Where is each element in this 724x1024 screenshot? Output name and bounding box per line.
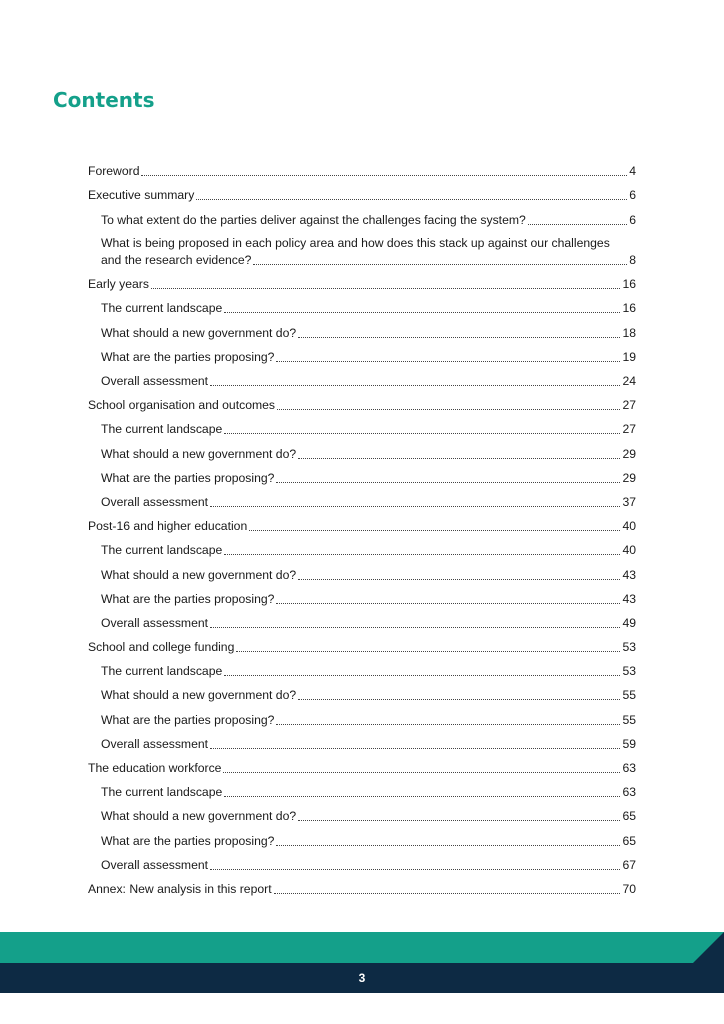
toc-entry-title: Foreword <box>88 164 140 179</box>
toc-entry-page: 43 <box>622 591 636 606</box>
toc-entry[interactable] <box>88 656 636 680</box>
toc-entry-page: 29 <box>622 446 636 461</box>
toc-entry-title: What are the parties proposing? <box>101 712 275 727</box>
toc-entry-page: 67 <box>622 857 636 872</box>
footer-corner-shape <box>664 932 724 964</box>
toc-entry[interactable] <box>88 438 636 462</box>
toc-entry-page: 53 <box>622 640 636 655</box>
toc-entry-title: What should a new government do? <box>101 325 297 340</box>
dot-leader <box>276 482 620 483</box>
toc-entry-page: 4 <box>629 164 636 179</box>
toc-entry-title: Overall assessment <box>101 374 209 388</box>
toc-entry-title-line2: and the research evidence? <box>101 253 252 268</box>
toc-entry-title: What should a new government do? <box>101 446 297 461</box>
toc-entry-title: The current landscape <box>101 543 223 558</box>
page-title: Contents <box>53 88 155 112</box>
toc-entry-page: 6 <box>629 212 636 227</box>
dot-leader <box>298 820 620 821</box>
toc-entry[interactable] <box>88 559 636 583</box>
toc-entry[interactable] <box>88 729 636 753</box>
dot-leader <box>298 699 620 700</box>
dot-leader <box>210 869 620 870</box>
toc-entry-title: What are the parties proposing? <box>101 470 275 485</box>
dot-leader <box>298 337 620 338</box>
toc-entry-title: Overall assessment <box>101 494 209 509</box>
toc-entry-title: Overall assessment <box>101 857 209 872</box>
dot-leader <box>277 409 620 410</box>
toc-entry-workforce[interactable] <box>88 753 636 777</box>
toc-entry-page: 63 <box>622 761 636 775</box>
toc-entry[interactable] <box>88 825 636 849</box>
dot-leader <box>224 433 620 434</box>
dot-leader <box>224 554 620 555</box>
toc-entry[interactable] <box>88 342 636 366</box>
toc-entry-title: Overall assessment <box>101 736 209 751</box>
toc-entry[interactable] <box>88 704 636 728</box>
toc-entry-title: The current landscape <box>101 664 223 679</box>
toc-entry-page: 16 <box>622 301 636 316</box>
toc-entry[interactable] <box>88 414 636 438</box>
toc-entry-challenges[interactable] <box>88 204 636 228</box>
footer-teal-band <box>0 932 724 964</box>
dot-leader <box>276 724 620 725</box>
toc-entry-title: The education workforce <box>88 761 222 775</box>
toc-entry-annex[interactable] <box>88 874 636 898</box>
toc-entry[interactable] <box>88 850 636 874</box>
dot-leader <box>236 651 620 652</box>
toc-entry-title: The current landscape <box>101 785 223 800</box>
toc-entry-title: What should a new government do? <box>101 567 297 582</box>
toc-entry-page: 65 <box>622 833 636 848</box>
toc-entry-title: What should a new government do? <box>101 688 297 703</box>
toc-entry-page: 63 <box>622 785 636 800</box>
toc-entry-page: 55 <box>622 688 636 703</box>
toc-entry-executive-summary[interactable] <box>88 180 636 204</box>
toc-entry-title: What are the parties proposing? <box>101 833 275 848</box>
toc-entry-page: 55 <box>622 712 636 727</box>
table-of-contents <box>88 156 636 898</box>
toc-entry-title-line1: What is being proposed in each policy area and how does this stack up against our challenges <box>101 236 610 251</box>
toc-entry-foreword[interactable] <box>88 156 636 180</box>
dot-leader <box>253 264 627 265</box>
dot-leader <box>276 361 620 362</box>
toc-entry-page: 6 <box>629 188 636 203</box>
dot-leader <box>224 796 620 797</box>
toc-entry[interactable] <box>88 535 636 559</box>
toc-entry-page: 59 <box>622 736 636 751</box>
toc-entry-page: 40 <box>622 519 636 534</box>
toc-entry-title: The current landscape <box>101 301 223 316</box>
toc-entry-title: What are the parties proposing? <box>101 591 275 606</box>
toc-entry[interactable] <box>88 317 636 341</box>
toc-entry-page: 65 <box>622 809 636 824</box>
toc-entry-title: School organisation and outcomes <box>88 398 275 413</box>
toc-entry-title: Overall assessment <box>101 615 209 630</box>
dot-leader <box>141 175 627 176</box>
toc-entry-page: 8 <box>629 253 636 268</box>
toc-entry-page: 27 <box>622 422 636 437</box>
toc-entry-post-16[interactable] <box>88 511 636 535</box>
dot-leader <box>196 199 627 200</box>
dot-leader <box>274 893 621 894</box>
dot-leader <box>276 845 620 846</box>
toc-entry-page: 16 <box>622 277 636 292</box>
toc-entry[interactable] <box>88 777 636 801</box>
dot-leader <box>210 385 620 386</box>
dot-leader <box>210 506 620 507</box>
toc-entry[interactable] <box>88 463 636 487</box>
toc-entry-page: 40 <box>622 543 636 558</box>
toc-entry-page: 24 <box>622 374 636 388</box>
toc-entry-title: Early years <box>88 277 149 292</box>
dot-leader <box>210 627 620 628</box>
toc-entry-page: 27 <box>622 398 636 413</box>
toc-entry-title: The current landscape <box>101 422 223 437</box>
toc-entry-page: 53 <box>622 664 636 679</box>
dot-leader <box>298 579 620 580</box>
dot-leader <box>528 224 627 225</box>
toc-entry[interactable] <box>88 608 636 632</box>
dot-leader <box>224 312 620 313</box>
toc-entry-school-organisation[interactable] <box>88 390 636 414</box>
toc-entry[interactable] <box>88 584 636 608</box>
toc-entry[interactable] <box>88 293 636 317</box>
toc-entry[interactable] <box>88 366 636 390</box>
toc-entry-title: What should a new government do? <box>101 809 297 824</box>
toc-entry-title: Post-16 and higher education <box>88 519 248 534</box>
dot-leader <box>276 603 620 604</box>
toc-entry-page: 49 <box>622 615 636 630</box>
dot-leader <box>223 772 620 773</box>
toc-entry-title: To what extent do the parties deliver against the challenges facing the system? <box>101 212 526 227</box>
toc-entry[interactable] <box>88 801 636 825</box>
toc-entry[interactable] <box>88 680 636 704</box>
dot-leader <box>210 748 620 749</box>
toc-entry-page: 37 <box>622 494 636 509</box>
toc-entry-title: Executive summary <box>88 188 195 203</box>
toc-entry-page: 18 <box>622 325 636 340</box>
dot-leader <box>224 675 620 676</box>
toc-entry-page: 43 <box>622 567 636 582</box>
toc-entry-policy-areas[interactable] <box>88 229 636 270</box>
toc-entry-title: School and college funding <box>88 640 235 655</box>
dot-leader <box>249 530 620 531</box>
toc-entry-early-years[interactable] <box>88 269 636 293</box>
toc-entry-page: 19 <box>622 349 636 364</box>
toc-entry-title: What are the parties proposing? <box>101 349 275 364</box>
dot-leader <box>151 288 620 289</box>
page-footer <box>0 932 724 1024</box>
toc-entry-page: 29 <box>622 470 636 485</box>
page-number: 3 <box>358 971 366 985</box>
dot-leader <box>298 458 620 459</box>
toc-entry-funding[interactable] <box>88 632 636 656</box>
toc-entry-page: 70 <box>622 881 636 896</box>
toc-entry[interactable] <box>88 487 636 511</box>
toc-entry-title: Annex: New analysis in this report <box>88 881 272 896</box>
